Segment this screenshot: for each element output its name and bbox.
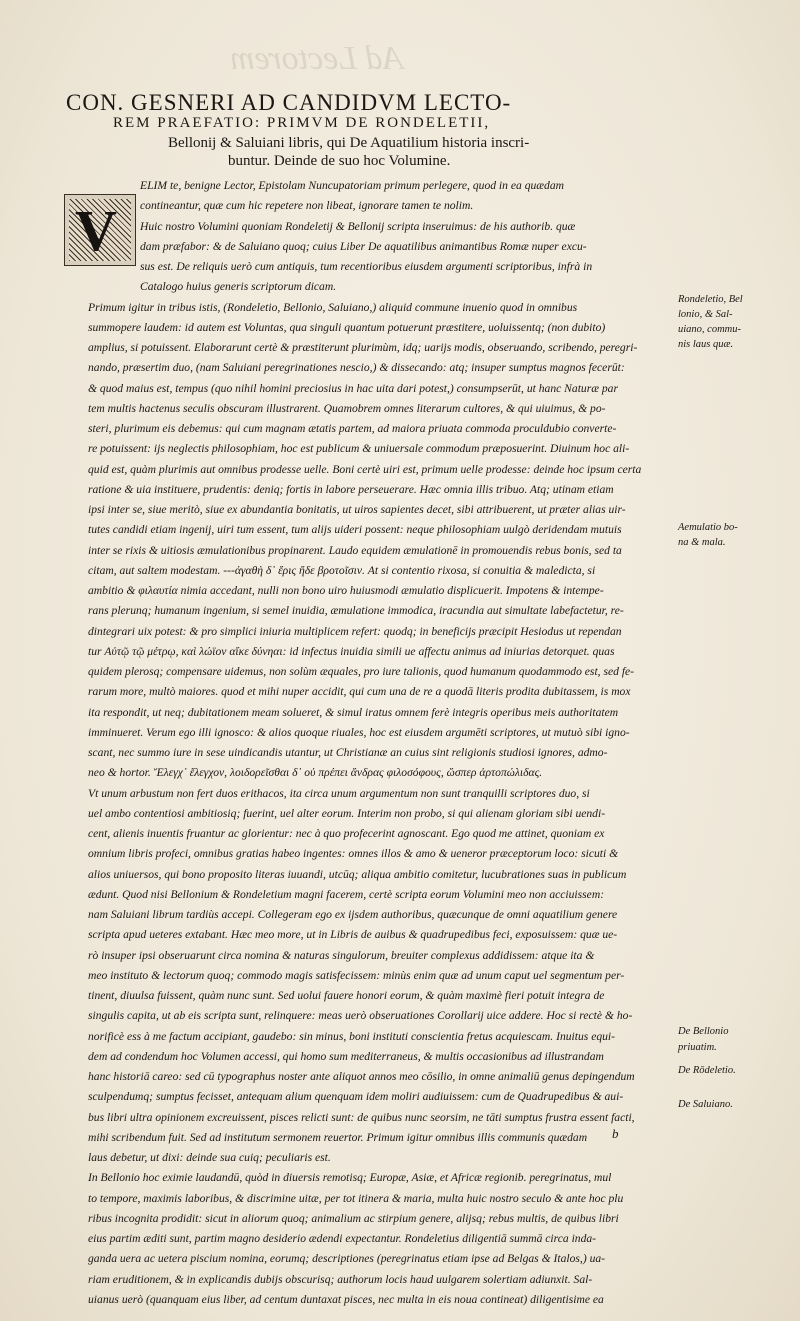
marginal-note: De Rōdeletio. — [678, 1065, 736, 1076]
text-line: norificè ess à me factum accipiant, gaudebo: sin minus, boni instituti conscientia fretus acquiescam. Inuitus equi- — [88, 1029, 616, 1043]
text-line: uel ambo contentiosi ambitiosiq; fuerint, uel alter eorum. Interim non probo, si qui alienam gloriam sibi uendi- — [88, 806, 606, 820]
text-line: re potuissent: ijs neglectis philosophiam, hoc est publicum & uniuersale commodum præposuerint. Diuinum hoc ali- — [88, 442, 630, 456]
text-line: Huic nostro Volumini quoniam Rondeletij & Bellonij scripta inseruimus: de his authorib. quæ — [140, 219, 576, 233]
title-line-4: buntur. Deinde de suo hoc Volumine. — [228, 153, 451, 169]
title-line-2: REM PRAEFATIO: PRIMVM DE RONDELETII, — [113, 115, 491, 131]
text-line: sculpendumq; sumptus fecisset, antequam alium quenquam idem moliri audiuissem: cum de Quadrupedibus & aui- — [88, 1090, 624, 1104]
text-line: ipsi inter se, siue meritò, siue ex abundantia bonitatis, ut uiros sapientes decet, sibi attribuerent, ut præter alias uir- — [88, 503, 626, 516]
text-line: to tempore, maximis laboribus, & discrimine uitæ, per tot itinera & maria, multa huic nostro seculo & ante hoc plu — [88, 1191, 624, 1205]
text-line: Catalogo huius generis scriptorum dicam. — [140, 280, 337, 294]
text-line: hanc historiā careo: sed cū typographus noster ante aliquot annos meo cōsilio, in omne animaliū genus depingendum — [88, 1070, 635, 1083]
text-line: nam Saluiani librum tardiùs accepi. Collegeram ego ex ijsdem authoribus, quæcunque de omni aquatilium genere — [88, 908, 618, 921]
text-line: tem multis hactenus seculis obscuram illustrarent. Quamobrem omnes literarum cultores, & qui uiuimus, & po- — [88, 401, 606, 415]
text-line: meo instituto & lectorum quoq; commodo magis satisfecissem: minùs enim quæ ad unum caput uel segmentum per- — [88, 968, 625, 982]
text-line: cent, alienis inuentis fruantur ac glorientur: nec à quo profecerint agnoscant. Ego quod me attinet, quoniam ex — [88, 827, 605, 840]
text-line: dintegrari uix potest: & pro simplici iniuria multiplicem refert: quodq; in beneficijs præcipit Hesiodus ut rependan — [88, 624, 622, 638]
text-line: dam præfabor: & de Saluiano quoq; cuius Liber De aquatilibus animantibus Romæ nuper excu- — [140, 239, 587, 253]
text-line: ita respondit, ut neq; dubitationem meam solueret, & simul iratus omnem ferè integris operibus meis authoritatem — [88, 705, 619, 719]
text-line: rans plerunq; humanum ingenium, si semel inuidia, æmulatione immodica, iracundia aut simultate labefactetur, re- — [88, 604, 624, 618]
text-line: steri, plurimum eis debemus: qui cum magnam ætatis partem, ad maiora priuata commoda proculdubio converte- — [88, 422, 617, 435]
text-line: laus debetur, ut dixi: deinde sua cuiq; peculiaris est. — [88, 1151, 331, 1164]
text-line: dem ad condendum hoc Volumen accessi, qui homo sum mediterraneus, & multis occasionibus ad illustrandam — [88, 1049, 604, 1063]
text-line: riam eruditionem, & in explicandis dubijs obscurisq; authorum locis haud uulgarem solertiam adiunxit. Sal- — [88, 1272, 593, 1286]
text-line: tur Αὐτῷ τῷ μέτρῳ, καὶ λώϊον αἴκε δύνηαι: id infectus inuidia simili ue affectu animus ad iniurias detorquet. quas — [88, 644, 615, 658]
text-line: & quod maius est, tempus (quo nihil homini preciosius in hac uita dari potest,) consumpserūt, ut hanc Naturæ par — [88, 381, 618, 395]
text-line: ELIM te, benigne Lector, Epistolam Nuncupatoriam primum perlegere, quod in ea quædam — [140, 179, 564, 192]
marginal-note: De Saluiano. — [678, 1099, 733, 1110]
initial-letter: V — [75, 198, 117, 263]
marginal-note: lonio, & Sal- — [678, 309, 733, 320]
bleed-through-text: Ad Lectorem — [230, 40, 404, 77]
text-line: ribus incognita prodidit: sicut in aliorum quoq; animalium ac stirpium genere, alijsq; rebus multis, de quibus libri — [88, 1211, 619, 1225]
text-line: scripta apud ueteres extabant. Hæc meo more, ut in Libris de auibus & quadrupedibus feci, exposuissem: quæ ue- — [88, 928, 618, 942]
text-line: bus libri ultra opinionem excreuissent, pisces relicti sunt: de quibus nunc seorsim, ne tāti sumptus frustra essent facti, — [88, 1110, 635, 1124]
text-line: Vt unum arbustum non fert duos erithacos, ita circa unum argumentum non sunt tranquilli scriptores duo, si — [88, 786, 590, 800]
text-line: contineantur, quæ cum hic repetere non libeat, ignorare tamen te nolim. — [140, 199, 474, 213]
text-line: ganda uera ac uetera piscium nomina, eorumq; descriptiones (peregrinatus etiam ipse ad Belgas & Italos,) ua- — [88, 1252, 606, 1266]
text-line: citam, aut saltem modestam. ---ἀγαθὴ δ᾽ ἔρις ἥδε βροτοῖσιν. At si contentio rixosa, si conuitia & maledicta, si — [88, 563, 596, 577]
text-line: mihi scribendum fuit. Sed ad institutum sermonem reuertor. Primum igitur omnibus illis communis quædam — [88, 1130, 588, 1144]
body-text — [88, 176, 663, 1310]
text-line: eius partim æditi sunt, partim magno desiderio ædendi expectantur. Rondeletius diligentiā summā circa inda- — [88, 1232, 597, 1245]
text-line: ambitio & φιλαυτία nimia accedant, nulli non bono uiro huiusmodi æmulatio displicuerit. Impotens & intempe- — [88, 584, 604, 597]
marginal-note: nis laus quæ. — [678, 339, 734, 350]
signature-mark: b — [612, 1126, 619, 1141]
text-line: imminueret. Verum ego illi ignosco: & alios quoque riuales, hoc est eiusdem argumēti scriptores, ut mutuò sibi igno- — [88, 725, 630, 739]
text-line: tutes candidi etiam ingenij, uiri tum essent, tum alijs uideri possent: neque philosophiam uulgò deridendam mutuis — [88, 523, 622, 537]
text-line: In Bellonio hoc eximie laudandū, quòd in diuersis remotisq; Europæ, Asiæ, et Africæ regionib. peregrinatus, mul — [88, 1171, 612, 1185]
text-line: neo & hortor. Ἔλεγχ᾽ ἔλεγχον, λοιδορεῖσθαι δ᾽ οὐ πρέπει ἄνδρας φιλοσόφους, ὥσπερ ἀρτοπώλιδας. — [88, 766, 543, 780]
text-line: amplius, si potuissent. Elaborarunt certè & præstiterunt plurimùm, idq; uarijs modis, obseruando, scribendo, peregri- — [88, 341, 638, 354]
text-line: nando, præsertim duo, (nam Saluiani peregrinationes nescio,) & dissecando: atq; insuper sumptus magnos fecerūt: — [88, 361, 625, 375]
title-line-3: Bellonij & Saluiani libris, qui De Aquatilium historia inscri- — [168, 135, 530, 151]
text-line: omnium libris profeci, omnibus gratias habeo ingentes: omnes illos & amo & ueneror præceptorum loco: sicuti & — [88, 847, 619, 861]
text-line: scant, nec summo iure in sese uindicandis utantur, ut Christianæ an cuius sint religionis studiosi ignores, admo- — [88, 746, 608, 759]
text-line: quidem plerosq; compensare uidemus, non solùm æquales, pro iure talionis, quod humanum quodammodo est, sed fe- — [88, 665, 635, 678]
text-line: singulis capita, ut ab eis scripta sunt, relinquere: meas uerò obseruationes Corollarij uice addere. Hoc si rectè & ho- — [88, 1009, 633, 1023]
text-line: summopere laudem: id autem est Voluntas, qua singuli quantum potuerunt præstitere, uoluissentq; (non dubito) — [88, 320, 606, 334]
marginal-note: De Bellonio — [678, 1026, 729, 1037]
marginal-note: Aemulatio bo- — [678, 522, 738, 533]
marginal-note: uiano, commu- — [678, 324, 741, 335]
text-line: rò insuper ipsi obseruarunt circa nomina & naturas singulorum, breuiter complexus addidissem: atque ita & — [88, 948, 595, 962]
text-line: Primum igitur in tribus istis, (Rondeletio, Bellonio, Saluiano,) aliquid commune inuenio quod in omnibus — [88, 300, 578, 314]
text-line: alios uniuersos, qui bono proposito literas iuuandi, utcūq; aliqua ambitio comitetur, lucubrationes suas in publicum — [88, 867, 627, 881]
marginal-note: Rondeletio, Bel — [678, 294, 743, 305]
text-line: tinent, diuulsa fuissent, quàm nunc sunt. Sed uolui fauere honori eorum, & quàm maximè fieri potuit integra de — [88, 989, 605, 1002]
text-line: quid est, quàm plurimis aut omnibus prodesse uelle. Boni certè uiri est, primum uelle prodesse: deinde hoc ipsum certa — [88, 462, 642, 476]
text-line: ædunt. Quod nisi Bellonium & Rondeletium magni facerem, certè scripta eorum Volumini meo non acciuissem: — [88, 887, 605, 901]
text-line: sus est. De reliquis uerò cum antiquis, tum recentioribus eiusdem argumenti scriptoribus, infrà in — [140, 260, 593, 273]
marginal-note: na & mala. — [678, 537, 726, 548]
marginal-note: priuatim. — [678, 1042, 717, 1053]
text-line: inter se rixis & uitiosis æmulationibus propinarent. Laudo equidem æmulationē in promouendis rebus bonis, sed ta — [88, 543, 622, 557]
text-line: uianus uerò (quanquam eius liber, ad centum duntaxat pisces, nec multa in eis noua contineat) diligentisime ea — [88, 1292, 604, 1306]
text-line: ratione & uia instituere, prudentis: deniq; fortis in labore perseuerare. Hæc omnia illis tribuo. Atq; utinam etiam — [88, 482, 614, 496]
title-line-1: CON. GESNERI AD CANDIDVM LECTO- — [66, 90, 512, 115]
text-line: rarum more, multò maiores. quod et mihi nuper accidit, qui cum una de re a quodā literis prodita dubitassem, is mox — [88, 685, 631, 699]
